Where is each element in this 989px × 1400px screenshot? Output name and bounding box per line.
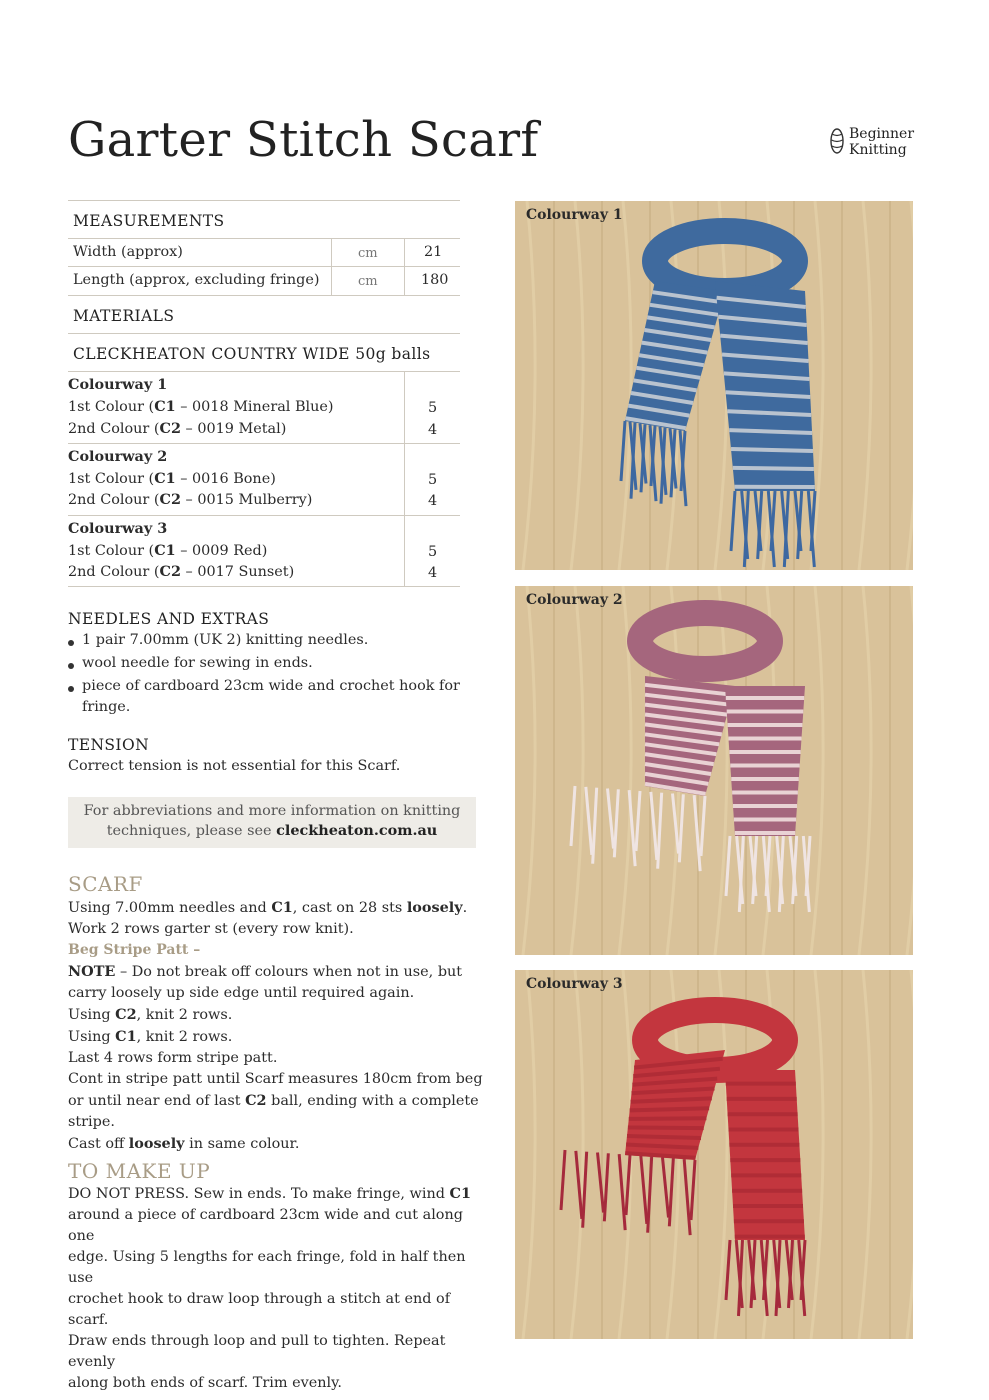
badge-line-2: Knitting (849, 142, 907, 158)
page-title: Garter Stitch Scarf (68, 112, 539, 168)
colourway-1-c2: 2nd Colour (C2 – 0019 Metal) (68, 420, 287, 437)
makeup-line: Draw ends through loop and pull to tighten. Repeat evenly (68, 1333, 446, 1370)
makeup-heading: TO MAKE UP (68, 1159, 211, 1183)
photo-label-3: Colourway 3 (526, 976, 623, 992)
width-label: Width (approx) (73, 244, 183, 260)
colourway-2-c1: 1st Colour (C1 – 0016 Bone) (68, 470, 276, 487)
rule (404, 238, 405, 295)
measurements-heading: MEASUREMENTS (73, 212, 225, 230)
scarf-instructions (68, 897, 488, 1155)
info-box (68, 797, 476, 848)
yarn-name: CLECKHEATON COUNTRY WIDE 50g balls (73, 345, 431, 363)
rule (331, 238, 332, 295)
rule (68, 586, 460, 587)
makeup-line: DO NOT PRESS. Sew in ends. To make fringe, wind C1 (68, 1185, 471, 1202)
materials-heading: MATERIALS (73, 307, 175, 325)
rule (68, 200, 460, 201)
badge-line-1: Beginner (849, 126, 915, 142)
scarf-line: carry loosely up side edge until required again. (68, 985, 415, 1001)
colourway-3-c2: 2nd Colour (C2 – 0017 Sunset) (68, 563, 295, 580)
needles-heading: NEEDLES AND EXTRAS (68, 610, 270, 628)
makeup-line: edge. Using 5 lengths for each fringe, fold in half then use (68, 1249, 466, 1286)
difficulty-badge (829, 126, 929, 162)
scarf-heading: SCARF (68, 872, 143, 896)
length-unit: cm (358, 274, 378, 289)
photo-label-2: Colourway 2 (526, 592, 623, 608)
photo-label-1: Colourway 1 (526, 207, 623, 223)
scarf-line: or until near end of last C2 ball, ending with a complete (68, 1092, 479, 1109)
rule (68, 238, 460, 239)
tension-text: Correct tension is not essential for this Scarf. (68, 758, 401, 774)
scarf-line: Work 2 rows garter st (every row knit). (68, 921, 354, 937)
scarf-line: Cont in stripe patt until Scarf measures 180cm from beg (68, 1071, 483, 1087)
length-label: Length (approx, excluding fringe) (73, 272, 320, 288)
rule (68, 266, 460, 267)
info-line-1: For abbreviations and more information on knitting (83, 803, 461, 819)
makeup-line: around a piece of cardboard 23cm wide and cut along one (68, 1207, 463, 1244)
colourway-1-c1: 1st Colour (C1 – 0018 Mineral Blue) (68, 398, 334, 415)
colourway-2-title: Colourway 2 (68, 448, 168, 465)
website-link[interactable]: cleckheaton.com.au (276, 822, 438, 839)
bullet-icon (68, 640, 74, 646)
colourway-3-c1: 1st Colour (C1 – 0009 Red) (68, 542, 268, 559)
scarf-note: NOTE – Do not break off colours when not in use, but (68, 963, 463, 980)
needle-item-3: piece of cardboard 23cm wide and crochet hook for (68, 678, 482, 694)
needle-item-1: 1 pair 7.00mm (UK 2) knitting needles. (68, 632, 482, 648)
colourway-3-c2-qty: 4 (428, 565, 438, 581)
colourway-3-c1-qty: 5 (428, 544, 438, 560)
scarf-line: Last 4 rows form stripe patt. (68, 1050, 278, 1066)
stripe-subheading: Beg Stripe Patt – (68, 942, 201, 958)
yarn-ball-icon (829, 126, 845, 156)
scarf-photo-3 (515, 970, 913, 1339)
width-value: 21 (424, 244, 443, 260)
makeup-line: crochet hook to draw loop through a stitch at end of scarf. (68, 1291, 451, 1328)
colourway-1-c1-qty: 5 (428, 400, 438, 416)
makeup-line: along both ends of scarf. Trim evenly. (68, 1375, 342, 1391)
needle-item-2: wool needle for sewing in ends. (68, 655, 482, 671)
rule (404, 371, 405, 586)
scarf-line: Cast off loosely in same colour. (68, 1135, 300, 1152)
colourway-2-c2: 2nd Colour (C2 – 0015 Mulberry) (68, 491, 313, 508)
rule (68, 333, 460, 334)
scarf-line: Using C1, knit 2 rows. (68, 1028, 233, 1045)
needle-item-3-cont: fringe. (82, 699, 131, 715)
bullet-icon (68, 686, 74, 692)
rule (68, 443, 460, 444)
scarf-line: Using C2, knit 2 rows. (68, 1006, 233, 1023)
colourway-1-title: Colourway 1 (68, 376, 168, 393)
photo-colourway-3 (515, 970, 913, 1339)
makeup-instructions (68, 1183, 488, 1394)
colourway-1-c2-qty: 4 (428, 422, 438, 438)
colourway-3-title: Colourway 3 (68, 520, 168, 537)
scarf-line: Using 7.00mm needles and C1, cast on 28 sts loosely. (68, 899, 468, 916)
colourway-2-c1-qty: 5 (428, 472, 438, 488)
colourway-2-c2-qty: 4 (428, 493, 438, 509)
photo-colourway-1 (515, 201, 913, 570)
scarf-photo-2 (515, 586, 913, 955)
width-unit: cm (358, 246, 378, 261)
scarf-line: stripe. (68, 1114, 115, 1130)
rule (68, 515, 460, 516)
info-line-2: techniques, please see cleckheaton.com.au (106, 822, 438, 839)
scarf-photo-1 (515, 201, 913, 570)
rule (68, 371, 460, 372)
bullet-icon (68, 663, 74, 669)
length-value: 180 (421, 272, 449, 288)
tension-heading: TENSION (68, 736, 150, 754)
rule (68, 295, 460, 296)
photo-colourway-2 (515, 586, 913, 955)
